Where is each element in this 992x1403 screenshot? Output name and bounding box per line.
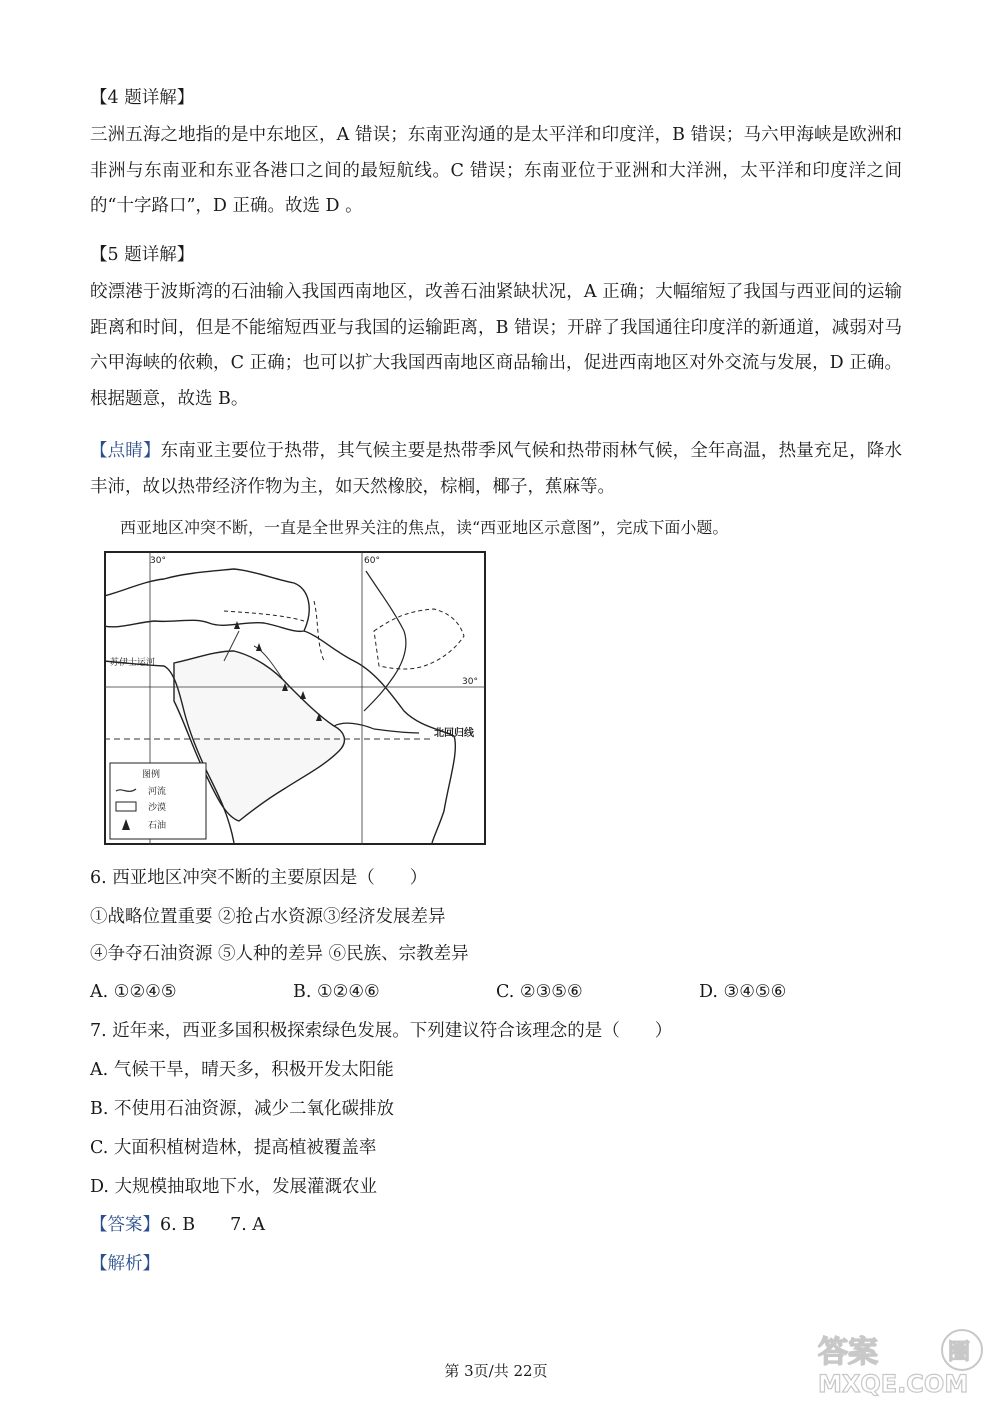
svg-text:答案: 答案	[818, 1335, 878, 1370]
legend-desert: 沙漠	[148, 803, 167, 813]
q5-heading: 【5 题详解】	[90, 245, 195, 265]
legend-title: 图例	[142, 770, 161, 780]
q7-option-a: A. 气候干旱，晴天多，积极开发太阳能	[90, 1060, 394, 1080]
map-legend	[110, 763, 206, 839]
tip-body: 东南亚主要位于热带，其气候主要是热带季风气候和热带雨林气候，全年高温，热量充足，降水丰沛，故以热带经济作物为主，如天然橡胶，棕榈，椰子，蕉麻等。	[90, 441, 902, 497]
q6-option-b: B. ①②④⑥	[293, 982, 380, 1002]
watermark-logo	[812, 1328, 990, 1398]
q7-option-d: D. 大规模抽取地下水，发展灌溉农业	[90, 1177, 378, 1197]
q6-option-c: C. ②③⑤⑥	[496, 982, 583, 1002]
legend-river: 河流	[148, 787, 167, 797]
map-tropic-label: 北回归线	[434, 728, 474, 739]
map-lon-30: 30°	[150, 556, 166, 566]
legend-oil: 石油	[148, 821, 167, 831]
page-footer: 第 3页/共 22页	[444, 1362, 548, 1380]
svg-text:MXQE.COM: MXQE.COM	[818, 1370, 969, 1398]
q7-stem: 7. 近年来，西亚多国积极探索绿色发展。下列建议符合该理念的是（ ）	[90, 1021, 673, 1041]
map-lat-30: 30°	[462, 677, 478, 687]
q6-option-d: D. ③④⑤⑥	[699, 982, 787, 1002]
q4-body: 三洲五海之地指的是中东地区，A 错误；东南亚沟通的是太平洋和印度洋，B 错误；马六甲海峡是欧洲和非洲与东南亚和东亚各港口之间的最短航线。C 错误；东南亚位于亚洲和大洋洲，太平洋和印度洋之间的“十字路口”，D 正确。故选 D 。	[90, 125, 902, 216]
map-intro: 西亚地区冲突不断，一直是全世界关注的焦点，读“西亚地区示意图”，完成下面小题。	[120, 518, 729, 537]
map-lon-60: 60°	[364, 556, 380, 566]
west-asia-map	[104, 551, 486, 845]
q7-option-c: C. 大面积植树造林，提高植被覆盖率	[90, 1138, 377, 1158]
tip-label: 【点睛】	[90, 441, 161, 461]
q6-stem: 6. 西亚地区冲突不断的主要原因是（ ）	[90, 868, 428, 888]
map-canal-label: 苏伊士运河	[110, 658, 156, 668]
answer-text: 6. B 7. A	[160, 1215, 266, 1235]
answer-label: 【答案】	[90, 1215, 160, 1235]
q6-items-2: ④争夺石油资源 ⑤人种的差异 ⑥民族、宗教差异	[90, 944, 469, 964]
q6-items-1: ①战略位置重要 ②抢占水资源③经济发展差异	[90, 907, 446, 927]
q6-option-a: A. ①②④⑤	[90, 982, 177, 1002]
q5-body: 皎漂港于波斯湾的石油输入我国西南地区，改善石油紧缺状况，A 正确；大幅缩短了我国与西亚间的运输距离和时间，但是不能缩短西亚与我国的运输距离，B 错误；开辟了我国通往印度洋的新通道，减弱对马六甲海峡的依赖，C 正确；也可以扩大我国西南地区商品输出，促进西南地区对外交流与发展，D 正确。根据题意，故选 B。	[90, 282, 902, 409]
tip-paragraph	[90, 434, 902, 505]
q4-heading: 【4 题详解】	[90, 88, 195, 108]
analysis-label: 【解析】	[90, 1254, 160, 1274]
answer-line	[90, 1213, 265, 1237]
svg-text:圈: 圈	[948, 1340, 971, 1365]
q7-option-b: B. 不使用石油资源，减少二氧化碳排放	[90, 1099, 394, 1119]
